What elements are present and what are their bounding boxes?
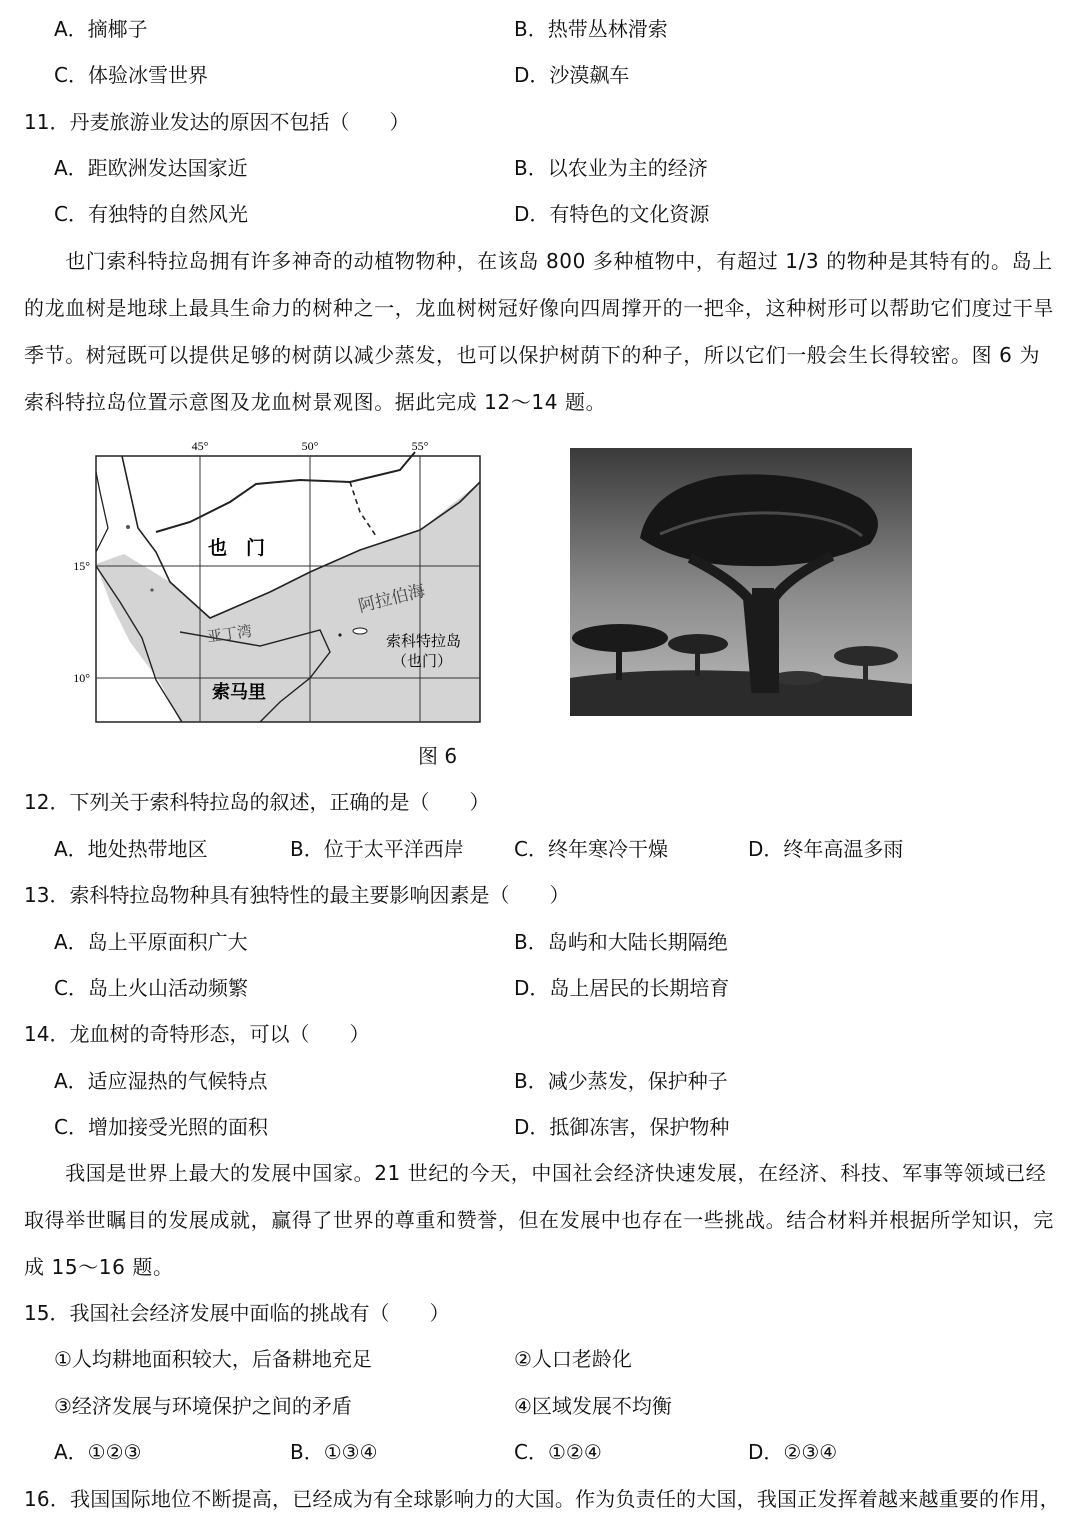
q11-option-b: B．以农业为主的经济 [514, 156, 708, 180]
socotra-country-label: （也门） [392, 652, 453, 670]
arabian-sea-label: 阿拉伯海 [356, 580, 428, 617]
q14-option-b: B．减少蒸发，保护种子 [514, 1069, 728, 1093]
q10-option-b: B．热带丛林滑索 [514, 17, 668, 41]
q13-option-b: B．岛屿和大陆长期隔绝 [514, 930, 728, 954]
passage-socotra: 也门索科特拉岛拥有许多神奇的动植物物种，在该岛 800 多种植物中，有超过 1/3 的物种是其特有的。岛上的龙血树是地球上最具生命力的树种之一，龙血树树冠好像向四周撑开的一把伞，这种树形可以帮助它们度过干旱季节。树冠既可以提供足够的树荫以减少蒸发，也可以保护树荫下的种子，所以它们一般会生长得较密。图 6 为索科特拉岛位置示意图及龙血树景观图。据此完成 12～14 题。 [24, 249, 1054, 414]
q15-item-4: ④区域发展不均衡 [514, 1394, 672, 1418]
lat-label-15: 15° [73, 559, 90, 573]
q14-option-c: C．增加接受光照的面积 [54, 1115, 268, 1139]
q13-option-a: A．岛上平原面积广大 [54, 930, 248, 954]
lon-label-50: 50° [301, 439, 319, 453]
q15-option-b: B．①③④ [290, 1440, 378, 1464]
q10-option-c: C．体验冰雪世界 [54, 63, 208, 87]
q11-option-d: D．有特色的文化资源 [514, 202, 710, 226]
gulf-of-aden-label: 亚丁湾 [206, 621, 254, 646]
q12-option-a: A．地处热带地区 [54, 837, 208, 861]
q15-option-d: D．②③④ [748, 1440, 838, 1464]
q15-item-1: ①人均耕地面积较大，后备耕地充足 [54, 1347, 372, 1371]
q15-option-a: A．①②③ [54, 1440, 142, 1464]
q12-option-c: C．终年寒冷干燥 [514, 837, 668, 861]
lat-label-10: 10° [73, 671, 90, 685]
q11-option-c: C．有独特的自然风光 [54, 202, 248, 226]
q10-option-a: A．摘椰子 [54, 17, 148, 41]
q15-item-2: ②人口老龄化 [514, 1347, 632, 1371]
q11-stem: 11．丹麦旅游业发达的原因不包括（ ） [24, 110, 410, 134]
q10-option-d: D．沙漠飙车 [514, 63, 630, 87]
q15-stem: 15．我国社会经济发展中面临的挑战有（ ） [24, 1301, 450, 1325]
dragon-blood-tree-photo [570, 448, 912, 716]
q14-option-a: A．适应湿热的气候特点 [54, 1069, 268, 1093]
lon-label-45: 45° [191, 439, 209, 453]
q12-option-d: D．终年高温多雨 [748, 837, 904, 861]
q12-option-b: B．位于太平洋西岸 [290, 837, 464, 861]
q14-stem: 14．龙血树的奇特形态，可以（ ） [24, 1022, 370, 1046]
passage-china-development: 我国是世界上最大的发展中国家。21 世纪的今天，中国社会经济快速发展，在经济、科技、军事等领域已经取得举世瞩目的发展成就，赢得了世界的尊重和赞誉，但在发展中也存在一些挑战。结合材料并根据所学知识，完成 15～16 题。 [24, 1161, 1054, 1279]
q14-option-d: D．抵御冻害，保护物种 [514, 1115, 730, 1139]
q12-stem: 12．下列关于索科特拉岛的叙述，正确的是（ ） [24, 790, 490, 814]
q13-option-d: D．岛上居民的长期培育 [514, 976, 730, 1000]
socotra-location-map [60, 432, 490, 728]
somalia-label: 索马里 [212, 682, 266, 703]
figure-caption: 图 6 [418, 744, 458, 768]
q13-stem: 13．索科特拉岛物种具有独特性的最主要影响因素是（ ） [24, 883, 570, 907]
q11-option-a: A．距欧洲发达国家近 [54, 156, 248, 180]
q13-option-c: C．岛上火山活动频繁 [54, 976, 248, 1000]
q15-item-3: ③经济发展与环境保护之间的矛盾 [54, 1394, 352, 1418]
q16-stem: 16．我国国际地位不断提高，已经成为有全球影响力的大国。作为负责任的大国，我国正发挥着越来越重要的作用， [24, 1487, 1060, 1511]
yemen-label: 也 门 [208, 537, 266, 559]
q15-option-c: C．①②④ [514, 1440, 602, 1464]
socotra-label: 索科特拉岛 [386, 632, 462, 650]
lon-label-55: 55° [411, 439, 429, 453]
